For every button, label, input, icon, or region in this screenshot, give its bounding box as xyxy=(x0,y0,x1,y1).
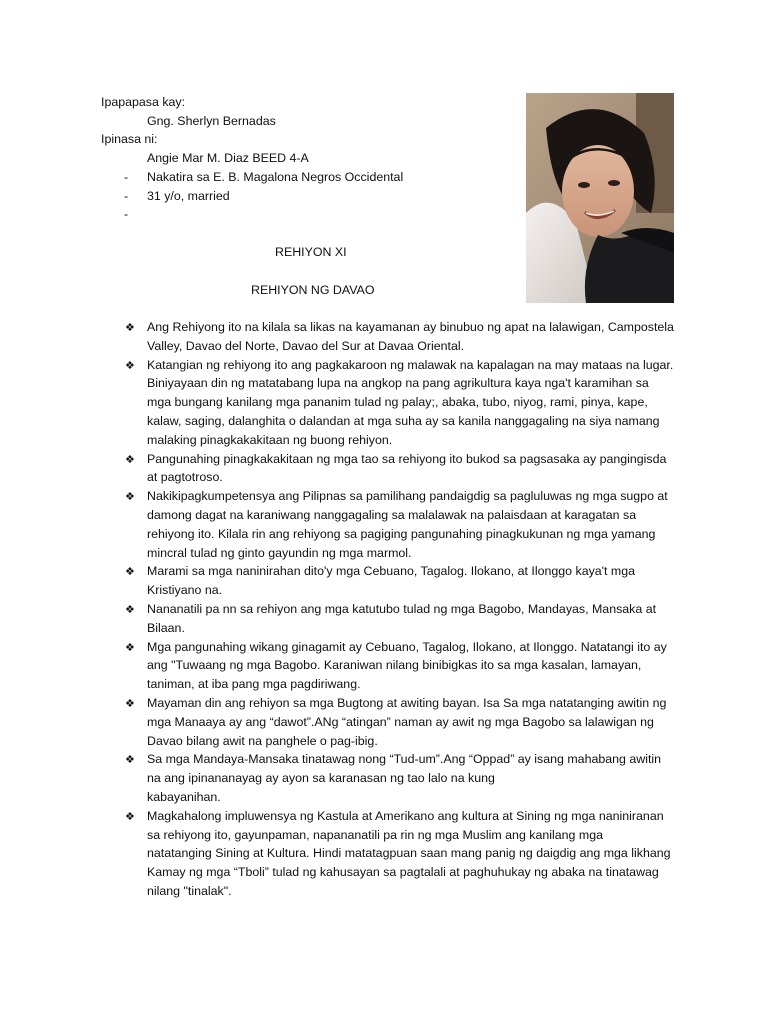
to-label: Ipapapasa kay: xyxy=(101,95,186,109)
region-subtitle: REHIYON NG DAVAO xyxy=(251,283,375,297)
detail-dash: - xyxy=(124,189,129,203)
detail-address: Nakatira sa E. B. Magalona Negros Occidental xyxy=(147,170,404,184)
bullet-text: Magkahalong impluwensya ng Kastula at Amerikano ang kultura at Sining ng mga naniniranan sa rehiyong ito, gayunpaman, napananatili pa rin ng mga Muslim ang kanilang mga natatanging Sining at Kultura. Hindi matatagpuan saan mang panig ng daigdig ang mga likhang Kamay ng mga “Tboli” tulad ng kahusayan sa pagtalali at paghuhukay ng abaka na tinatawag nilang "tinalak". xyxy=(147,808,671,898)
bullet-text: Nananatili pa nn sa rehiyon ang mga katutubo tulad ng mga Bagobo, Mandayas, Mansaka at Bilaan. xyxy=(147,601,657,635)
to-name: Gng. Sherlyn Bernadas xyxy=(147,114,276,128)
bullet-item xyxy=(125,562,685,600)
bullet-item xyxy=(125,450,685,488)
bullet-text: Nakikipagkumpetensya ang Pilipnas sa pamilihang pandaigdig sa pagluluwas ng mga sugpo at damong dagat na karaniwang nanggagaling sa malalawak na palaisdaan at karagatan sa rehiyong ito. Kilala rin ang rehiyong sa pagiging pangunahing pinagkukunan ng mga yamang mincral tulad ng ginto gayundin ng mga marmol. xyxy=(147,489,668,560)
bullet-text: Katangian ng rehiyong ito ang pagkakaroon ng malawak na kapalagan na may mataas na lugar. Biniyayaan din ng matatabang lupa na angkop na pang agrikultura kaya nga't karamihan sa mga bungang kanilang mga pananim tulad ng palay;, abaka, tubo, niyog, rami, pinya, kape, kalaw, saging, dalanghita o dalandan at mga suha ay sa kanila nanggagaling na siya namang malaking pinagkakakitaan ng buong rehiyon. xyxy=(147,357,674,447)
bullet-text: Pangunahing pinagkakakitaan ng mga tao sa rehiyong ito bukod sa pagsasaka ay pangingisda at pagtotroso. xyxy=(147,451,667,485)
detail-age-status: 31 y/o, married xyxy=(147,189,230,203)
bullet-item xyxy=(125,750,685,806)
diamond-bullet-icon: ❖ xyxy=(125,566,135,579)
bullet-text: Mga pangunahing wikang ginagamit ay Cebuano, Tagalog, Ilokano, at Ilonggo. Natatangi ito ay ang "Tuwaang ng mga Bagobo. Karaniwan nilang binibigkas ito sa mga kasalan, lamayan, taniman, at iba pang mga pagdiriwang. xyxy=(147,639,667,692)
diamond-bullet-icon: ❖ xyxy=(125,491,135,504)
bullet-item xyxy=(125,638,685,694)
bullet-item xyxy=(125,807,685,901)
portrait-image xyxy=(526,93,674,303)
from-label: Ipinasa ni: xyxy=(101,132,158,146)
diamond-bullet-icon: ❖ xyxy=(125,603,135,616)
bullet-item xyxy=(125,356,685,450)
diamond-bullet-icon: ❖ xyxy=(125,359,135,372)
bullet-text: Mayaman din ang rehiyon sa mga Bugtong at awiting bayan. Isa Sa mga natatanging awitin ng mga Manaaya ay ang “dawot”.ANg “atingan” naman ay awit ng mga Bagobo sa lalawigan ng Davao bilang awit na panghele o pag-ibig. xyxy=(147,695,667,748)
diamond-bullet-icon: ❖ xyxy=(125,697,135,710)
diamond-bullet-icon: ❖ xyxy=(125,810,135,823)
diamond-bullet-icon: ❖ xyxy=(125,453,135,466)
diamond-bullet-icon: ❖ xyxy=(125,754,135,767)
diamond-bullet-icon: ❖ xyxy=(125,322,135,334)
detail-dash: - xyxy=(124,207,129,221)
from-name: Angie Mar M. Diaz BEED 4-A xyxy=(147,151,309,165)
bullet-text: Sa mga Mandaya-Mansaka tinatawag nong “Tud-um”.Ang “Oppad” ay isang mahabang awitin na ang ipinananayag ay ayon sa karanasan ng tao lalo na kung kabayanihan. xyxy=(147,752,662,804)
bullet-item xyxy=(125,487,685,562)
bullet-item xyxy=(125,600,685,638)
profile-photo xyxy=(526,93,674,303)
region-title: REHIYON XI xyxy=(275,245,347,259)
diamond-bullet-icon: ❖ xyxy=(125,641,135,654)
bullet-text: Ang Rehiyong ito na kilala sa likas na kayamanan ay binubuo ng apat na lalawigan, Campostela Valley, Davao del Norte, Davao del Sur at Davaa Oriental. xyxy=(147,320,674,353)
bullet-item xyxy=(125,694,685,750)
bullet-item xyxy=(125,318,685,356)
bullet-list xyxy=(125,318,685,901)
bullet-text: Marami sa mga naninirahan dito'y mga Cebuano, Tagalog. Ilokano, at Ilonggo kaya't mga Kristiyano na. xyxy=(147,564,636,598)
detail-dash: - xyxy=(124,170,129,184)
